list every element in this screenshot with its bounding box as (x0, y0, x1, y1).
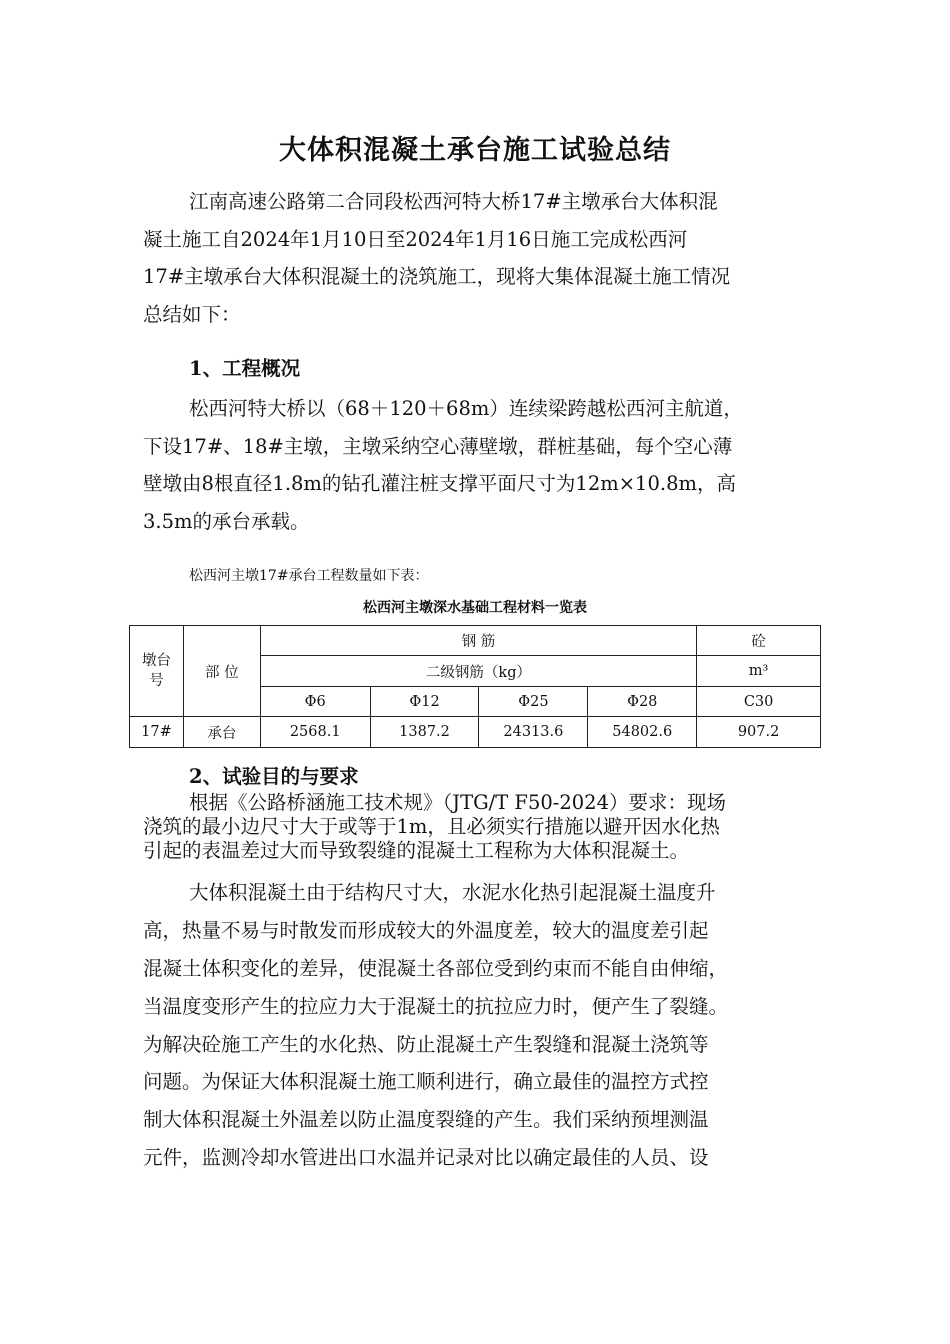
header-rebar: 钢 筋 (260, 626, 696, 656)
cell-c30: 907.2 (697, 717, 821, 748)
text-line: 元件，监测冷却水管进出口水温并记录对比以确定最佳的人员、设 (143, 1146, 709, 1170)
intro-paragraph (143, 183, 808, 333)
section-heading-overview: 1、工程概况 (189, 357, 301, 380)
cell-phi28: 54802.6 (588, 717, 697, 748)
text-line: 为解决砼施工产生的水化热、防止混凝土产生裂缝和混凝土浇筑等 (143, 1032, 709, 1056)
header-phi28: Φ28 (588, 687, 697, 717)
table-row (130, 717, 821, 748)
header-rebar-grade: 二级钢筋（kg） (260, 656, 696, 687)
table-note: 松西河主墩17#承台工程数量如下表： (189, 568, 429, 584)
overview-paragraph (143, 390, 808, 540)
text-line: 17#主墩承台大体积混凝土的浇筑施工，现将大集体混凝土施工情况 (143, 265, 731, 289)
text-line: 浇筑的最小边尺寸大于或等于1m，且必须实行措施以避开因水化热 (143, 815, 720, 838)
text-line: 江南高速公路第二合同段松西河特大桥17#主墩承台大体积混 (189, 190, 718, 213)
header-part: 部 位 (183, 626, 260, 717)
header-phi25: Φ25 (479, 687, 588, 717)
text-line: 当温度变形产生的拉应力大于混凝土的抗拉应力时，便产生了裂缝。 (143, 994, 729, 1018)
text-line: 根据《公路桥涵施工技术规》（JTG/T F50-2024）要求：现场 (189, 791, 726, 814)
text-line: 问题。为保证大体积混凝土施工顺利进行，确立最佳的温控方式控 (143, 1070, 709, 1094)
text-line: 松西河特大桥以（68＋120＋68m）连续梁跨越松西河主航道， (189, 397, 743, 420)
cell-phi12: 1387.2 (370, 717, 479, 748)
text-line: 下设17#、18#主墩，主墩采纳空心薄壁墩，群桩基础，每个空心薄 (143, 434, 733, 458)
purpose-paragraph-2 (143, 874, 808, 1177)
table-title: 松西河主墩深水基础工程材料一览表 (363, 600, 587, 616)
cell-phi6: 2568.1 (260, 717, 370, 748)
header-concrete: 砼 (697, 626, 821, 656)
cell-phi25: 24313.6 (479, 717, 588, 748)
materials-table (129, 625, 821, 748)
purpose-paragraph (143, 791, 808, 863)
text-line: 混凝土体积变化的差异，使混凝土各部位受到约束而不能自由伸缩， (143, 956, 729, 980)
text-line: 引起的表温差过大而导致裂缝的混凝土工程称为大体积混凝土。 (143, 839, 690, 862)
text-line: 壁墩由8根直径1.8m的钻孔灌注桩支撑平面尺寸为12m×10.8m，高 (143, 472, 736, 496)
text-line: 制大体积混凝土外温差以防止温度裂缝的产生。我们采纳预埋测温 (143, 1108, 709, 1132)
text-line: 高，热量不易与时散发而形成较大的外温度差，较大的温度差引起 (143, 918, 709, 942)
header-concrete-unit: m³ (697, 656, 821, 687)
cell-part: 承台 (183, 717, 260, 748)
header-phi6: Φ6 (260, 687, 370, 717)
cell-pier: 17# (130, 717, 184, 748)
header-pier: 墩台号 (130, 626, 184, 717)
header-c30: C30 (697, 687, 821, 717)
text-line: 大体积混凝土由于结构尺寸大，水泥水化热引起混凝土温度升 (189, 881, 716, 904)
document-title: 大体积混凝土承台施工试验总结 (279, 135, 671, 166)
text-line: 总结如下： (143, 302, 241, 326)
text-line: 3.5m的承台承载。 (143, 509, 310, 533)
section-heading-purpose: 2、试验目的与要求 (189, 765, 359, 788)
text-line: 凝土施工自2024年1月10日至2024年1月16日施工完成松西河 (143, 227, 688, 251)
header-phi12: Φ12 (370, 687, 479, 717)
